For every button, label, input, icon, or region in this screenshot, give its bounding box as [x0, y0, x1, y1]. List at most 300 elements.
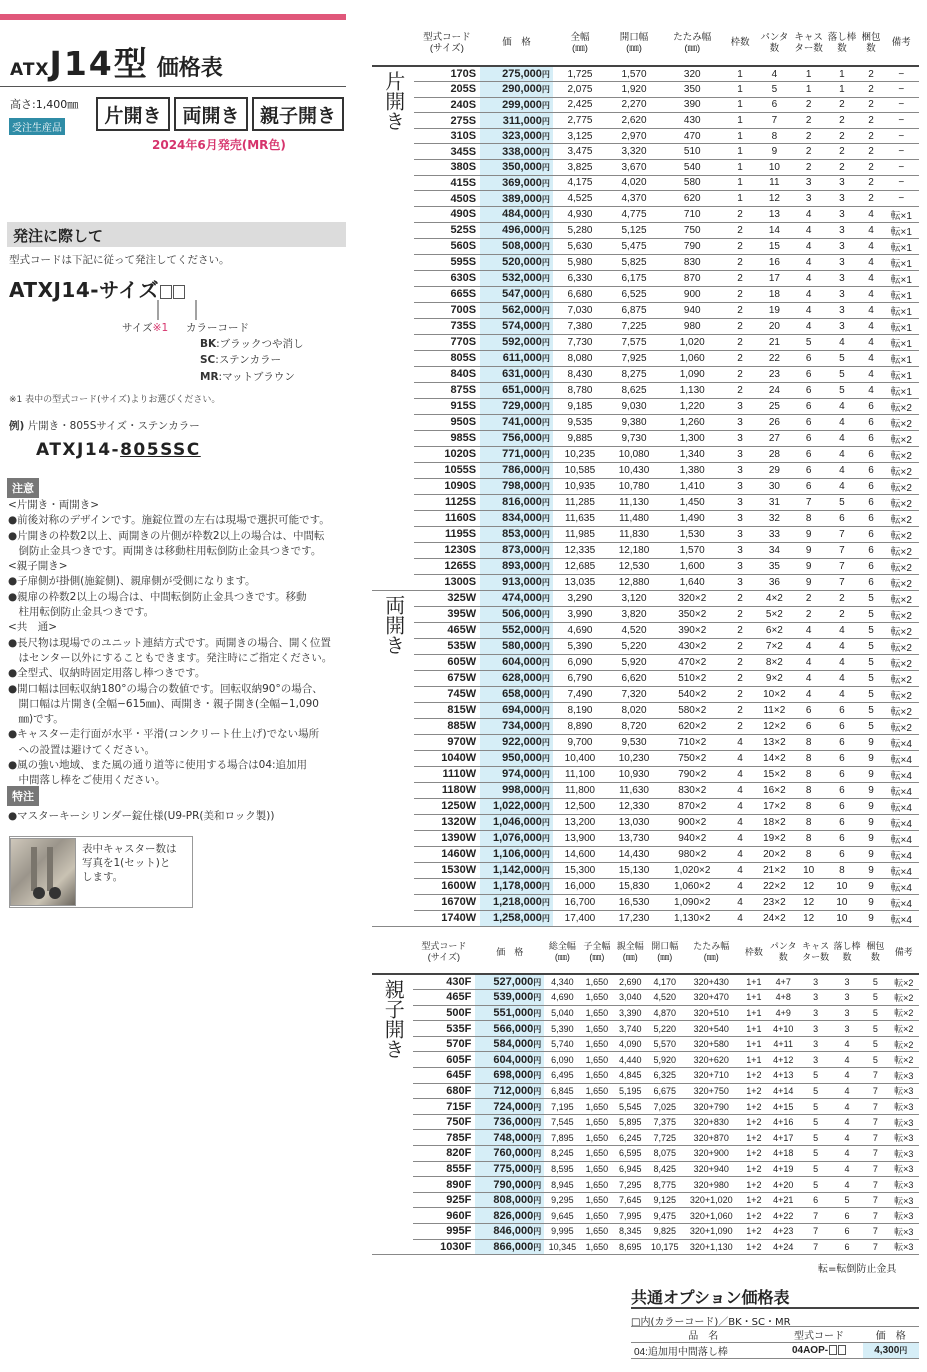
cell-value: 10,345: [548, 1241, 577, 1252]
table-cell: [553, 718, 607, 734]
cell-value: 870×2: [678, 800, 707, 812]
cell-value: 998,000: [502, 784, 542, 797]
cell-value: 1+2: [746, 1210, 762, 1221]
table-cell: [414, 238, 481, 254]
table-cell: [682, 1146, 741, 1162]
table-cell: [480, 622, 553, 638]
cell-value: 6,495: [551, 1070, 574, 1081]
table-cell: [757, 702, 792, 718]
table-cell: [792, 910, 825, 926]
currency-unit: 円: [541, 546, 550, 556]
table-cell: [475, 1052, 544, 1068]
table-cell: [480, 382, 553, 398]
cell-value: 1,920: [621, 83, 647, 95]
table-cell: [825, 734, 858, 750]
table-cell: [825, 606, 858, 622]
cell-value: 14,430: [618, 848, 650, 860]
cell-value: 1300S: [444, 576, 477, 589]
table-cell: [792, 862, 825, 878]
table-cell: [723, 798, 756, 814]
table-cell: [647, 1239, 681, 1255]
cell-value: 2: [737, 704, 743, 716]
cell-value: 735S: [450, 320, 477, 333]
cell-value: 484,000: [502, 208, 542, 221]
table-cell: [757, 97, 792, 113]
note-line: ●長尺物は現場でのユニット連結方式です。両開きの場合、開く位置: [8, 636, 331, 649]
table-cell: [741, 1036, 767, 1052]
cell-value: 転×2: [894, 977, 914, 988]
cell-value: 6: [805, 464, 812, 476]
table-cell: [859, 526, 884, 542]
table-cell: [767, 1146, 799, 1162]
table-cell: [859, 718, 884, 734]
cell-value: 転×3: [894, 1180, 914, 1191]
table-row: [372, 318, 919, 334]
table-cell: [553, 734, 607, 750]
cell-value: 8: [805, 512, 812, 524]
table-cell: [757, 686, 792, 702]
table-cell: [792, 670, 825, 686]
cell-value: 925F: [446, 1194, 472, 1207]
table-cell: [480, 686, 553, 702]
cell-value: 790: [683, 240, 701, 252]
table-cell: [767, 1099, 799, 1115]
cell-value: 3: [839, 288, 845, 300]
table-cell: [613, 1239, 647, 1255]
options-note: □内(カラーコード)／BK・SC・MR: [631, 1317, 791, 1328]
table-cell: [799, 1146, 831, 1162]
cell-value: 19: [768, 304, 780, 316]
table-cell: [553, 910, 607, 926]
table-cell: [413, 1036, 476, 1052]
cell-value: 3: [737, 448, 743, 460]
table-cell: [475, 1068, 544, 1084]
table-cell: [776, 1343, 863, 1359]
options-table: [631, 1326, 919, 1359]
cell-value: 5,740: [551, 1039, 574, 1050]
cell-value: 566,000: [493, 1022, 534, 1035]
table-cell: [480, 718, 553, 734]
cell-value: 712,000: [493, 1084, 534, 1097]
table-row: [372, 798, 919, 814]
cell-value: 1,650: [585, 1195, 609, 1206]
table-cell: [647, 1208, 681, 1224]
table-cell: [414, 128, 481, 144]
cell-value: 3: [844, 992, 850, 1003]
table-cell: [544, 1052, 580, 1068]
currency-unit: 円: [541, 818, 550, 828]
table-cell: [799, 974, 831, 990]
cell-value: 320+510: [693, 1007, 729, 1018]
table-row: [372, 1021, 919, 1037]
example-code: ATXJ14-805SSC: [36, 440, 201, 460]
cell-value: 7: [872, 1163, 878, 1174]
table-cell: [414, 144, 481, 160]
table-cell: [661, 878, 723, 894]
table-cell: [859, 144, 884, 160]
cell-value: 3: [737, 528, 743, 540]
table-cell: [480, 97, 553, 113]
table-cell: [607, 622, 661, 638]
cell-value: 680F: [446, 1084, 472, 1097]
table-cell: [480, 254, 553, 270]
cell-value: 9,475: [653, 1210, 676, 1221]
cell-value: 2,690: [619, 977, 642, 988]
cell-value: 3: [844, 1023, 850, 1034]
table-cell: [757, 66, 792, 82]
table-cell: [480, 574, 553, 590]
cell-value: 転×4: [890, 786, 912, 798]
table-cell: [553, 446, 607, 462]
cell-value: 1,130×2: [674, 912, 711, 924]
cell-value: 7,545: [551, 1117, 574, 1128]
table-cell: [682, 1083, 741, 1099]
table-cell: [607, 382, 661, 398]
table-cell: [414, 542, 481, 558]
cell-value: 915S: [450, 400, 477, 413]
currency-unit: 円: [533, 1040, 542, 1050]
cell-value: 5: [813, 1070, 819, 1081]
cell-value: 1+2: [746, 1163, 762, 1174]
table-cell: [607, 270, 661, 286]
header-cell: [372, 931, 413, 974]
table-cell: [862, 1161, 888, 1177]
cell-value: 2: [868, 130, 874, 142]
cell-value: 525S: [450, 224, 477, 237]
cell-value: 12: [803, 912, 815, 924]
currency-unit: 円: [541, 258, 550, 268]
cell-value: 1,022,000: [492, 800, 542, 813]
cell-value: 4: [737, 832, 743, 844]
table-cell: [480, 334, 553, 350]
table-cell: [832, 1161, 862, 1177]
table-cell: [553, 334, 607, 350]
table-cell: [792, 238, 825, 254]
table-cell: [799, 1005, 831, 1021]
table-cell: [825, 398, 858, 414]
table-row: [372, 766, 919, 782]
note-line: ●キャスター走行面が水平・平滑(コンクリート仕上げ)でない場所: [8, 728, 320, 741]
cell-value: 5×2: [765, 608, 783, 620]
table-cell: [480, 175, 553, 191]
cell-value: 5: [805, 336, 812, 348]
table-cell: [792, 82, 825, 98]
table-cell: [884, 766, 919, 782]
table-cell: [414, 398, 481, 414]
cell-value: 6: [844, 1226, 850, 1237]
cell-value: 34: [768, 544, 780, 556]
header-cell: キャス ター数: [799, 931, 831, 974]
cell-value: 3: [737, 496, 743, 508]
table-cell: [832, 1052, 862, 1068]
table-row: [372, 82, 919, 98]
cell-value: 320+900: [693, 1148, 729, 1159]
table-cell: [799, 1021, 831, 1037]
cell-value: 転×2: [894, 1024, 914, 1035]
table-cell: [682, 990, 741, 1006]
cell-value: 1,650: [585, 1241, 609, 1252]
table-cell: [414, 113, 481, 129]
table-cell: [859, 478, 884, 494]
table-cell: [792, 286, 825, 302]
table-cell: [884, 97, 919, 113]
table-cell: [723, 318, 756, 334]
cell-value: 320+830: [693, 1117, 729, 1128]
table-cell: [825, 478, 858, 494]
currency-unit: 円: [541, 690, 550, 700]
example-desc: 例) 片開き・805Sサイズ・ステンカラー: [9, 420, 200, 432]
note-line: ●風の強い地域、また風の通り道等に使用する場合は04:追加用: [8, 759, 308, 772]
table-cell: [757, 414, 792, 430]
cell-value: 4: [839, 432, 845, 444]
cell-value: 2,970: [621, 130, 647, 142]
currency-unit: 円: [541, 163, 550, 173]
table-row: [631, 1343, 919, 1359]
currency-unit: 円: [541, 674, 550, 684]
cell-value: 転×2: [890, 674, 912, 686]
cell-value: 510×2: [678, 672, 707, 684]
table-cell: [723, 750, 756, 766]
cell-value: 11,630: [619, 784, 649, 796]
table-cell: [825, 830, 858, 846]
table-cell: [757, 254, 792, 270]
table-cell: [792, 814, 825, 830]
header-cell: たたみ幅 (㎜): [661, 20, 723, 66]
table-cell: [607, 462, 661, 478]
table-cell: [825, 366, 858, 382]
table-cell: [792, 558, 825, 574]
table-cell: [581, 1083, 613, 1099]
cell-value: 32: [768, 512, 780, 524]
cell-value: 5: [868, 624, 874, 636]
cell-value: 8: [805, 800, 812, 812]
cell-value: 547,000: [502, 288, 542, 301]
table-row: [372, 622, 919, 638]
cell-value: 11,480: [619, 512, 649, 524]
table-cell: [413, 1224, 476, 1240]
cell-value: 4: [805, 224, 812, 236]
cell-value: 430×2: [678, 640, 707, 652]
table-cell: [682, 1068, 741, 1084]
cell-value: 12: [803, 880, 815, 892]
table-cell: [414, 160, 481, 176]
table-cell: [581, 1099, 613, 1115]
table-cell: [607, 574, 661, 590]
table-cell: [413, 1130, 476, 1146]
table-cell: [884, 206, 919, 222]
cell-value: 4,370: [621, 193, 647, 205]
cell-value: 1,142,000: [492, 864, 542, 877]
header-cell: 備考: [884, 20, 919, 66]
table-cell: [414, 654, 481, 670]
cell-value: 5,220: [653, 1023, 676, 1034]
cell-value: 9,700: [567, 736, 593, 748]
table-cell: [884, 144, 919, 160]
table-row: [372, 990, 919, 1006]
table-cell: [661, 558, 723, 574]
cell-value: 350×2: [678, 608, 707, 620]
table-cell: [607, 814, 661, 830]
table-cell: [647, 1161, 681, 1177]
table-cell: [792, 175, 825, 191]
table-cell: [859, 350, 884, 366]
table-cell: [741, 990, 767, 1006]
table-cell: [884, 128, 919, 144]
table-cell: [757, 910, 792, 926]
table-cell: [553, 206, 607, 222]
table-row: [372, 286, 919, 302]
cell-value: 7,895: [551, 1132, 574, 1143]
header-cell: 型式コード (サイズ): [414, 20, 481, 66]
cell-value: 1: [839, 68, 845, 80]
table-cell: [553, 318, 607, 334]
table-cell: [647, 974, 681, 990]
cell-value: 604,000: [493, 1053, 534, 1066]
cell-value: 2: [868, 177, 874, 189]
table-cell: [723, 66, 756, 82]
cell-value: 転×2: [890, 722, 912, 734]
table-cell: [661, 144, 723, 160]
cell-value: 転×3: [894, 1164, 914, 1175]
cell-value: 2: [805, 115, 812, 127]
cell-value: 900×2: [678, 816, 707, 828]
cell-value: 4+10: [773, 1023, 794, 1034]
cell-value: 転×3: [894, 1211, 914, 1222]
cell-value: 転×2: [890, 706, 912, 718]
cell-value: 6: [868, 544, 874, 556]
cell-value: 4: [868, 208, 874, 220]
header-cell: 型式コード: [776, 1327, 863, 1343]
cell-value: 転×4: [890, 738, 912, 750]
cell-value: 2: [737, 384, 743, 396]
table-cell: [884, 222, 919, 238]
cell-value: 5: [872, 1023, 878, 1034]
table-cell: [682, 1161, 741, 1177]
cell-value: 580,000: [502, 640, 542, 653]
table-cell: [414, 782, 481, 798]
table-cell: [480, 846, 553, 862]
cell-value: 転×1: [890, 354, 912, 366]
cell-value: 320+620: [693, 1054, 729, 1065]
currency-unit: 円: [541, 530, 550, 540]
cell-value: 6,175: [621, 272, 647, 284]
table-cell: [825, 462, 858, 478]
cell-value: 7,195: [551, 1101, 574, 1112]
currency-unit: 円: [533, 1118, 542, 1128]
cell-value: 7,725: [653, 1132, 676, 1143]
cell-value: 4: [805, 656, 812, 668]
cell-value: 4+20: [773, 1179, 794, 1190]
table-cell: [475, 1161, 544, 1177]
cell-value: 980: [683, 320, 701, 332]
table-cell: [792, 270, 825, 286]
cell-value: 855F: [446, 1162, 472, 1175]
table-cell: [414, 302, 481, 318]
header-cell: 品 名: [631, 1327, 776, 1343]
table-cell: [661, 286, 723, 302]
cell-value: 6: [844, 1210, 850, 1221]
cell-value: 転×2: [894, 1039, 914, 1050]
table-cell: [613, 974, 647, 990]
cell-value: 転×2: [890, 434, 912, 446]
table-cell: [832, 1083, 862, 1099]
table-cell: [792, 590, 825, 606]
cell-value: −: [898, 115, 905, 127]
table-cell: [859, 558, 884, 574]
currency-unit: 円: [533, 1227, 542, 1237]
cell-value: 転×2: [890, 626, 912, 638]
table-cell: [767, 1192, 799, 1208]
cell-value: 8: [805, 752, 812, 764]
cell-value: 592,000: [502, 336, 542, 349]
cell-value: 320+940: [693, 1163, 729, 1174]
cell-value: 25: [768, 400, 780, 412]
header-cell: 開口幅 (㎜): [647, 931, 681, 974]
table-cell: [607, 862, 661, 878]
cell-value: 10,175: [650, 1241, 679, 1252]
table-cell: [480, 318, 553, 334]
table-cell: [475, 974, 544, 990]
table-cell: [792, 191, 825, 207]
cell-value: 2: [737, 656, 743, 668]
table-cell: [475, 1146, 544, 1162]
table-cell: [889, 1005, 919, 1021]
cell-value: 8,430: [567, 368, 593, 380]
cell-value: 8: [805, 784, 812, 796]
cell-value: 4+23: [773, 1226, 794, 1237]
cell-value: 741,000: [502, 416, 542, 429]
cell-value: 9: [868, 752, 874, 764]
cell-value: 1+2: [746, 1241, 762, 1252]
cell-value: 4: [868, 368, 874, 380]
cell-value: 465W: [447, 624, 477, 637]
cell-value: 転×2: [890, 530, 912, 542]
table-cell: [832, 1021, 862, 1037]
cell-value: 4: [868, 272, 874, 284]
table-cell: [413, 1239, 476, 1255]
cell-value: 8,780: [567, 384, 593, 396]
table-cell: [682, 974, 741, 990]
cell-value: 2: [737, 288, 743, 300]
table-cell: [480, 398, 553, 414]
table-cell: [613, 1146, 647, 1162]
table-cell: [723, 830, 756, 846]
table-cell: [607, 750, 661, 766]
cell-value: 6,330: [567, 272, 593, 284]
cell-value: 04:追加用中間落し棒: [634, 1347, 728, 1358]
table-cell: [884, 350, 919, 366]
cell-value: 7: [839, 528, 845, 540]
cell-value: 7,320: [621, 688, 647, 700]
table-cell: [832, 1005, 862, 1021]
cell-value: 2: [868, 146, 874, 158]
table-cell: [613, 1208, 647, 1224]
table-cell: [475, 1021, 544, 1037]
cell-value: 転×2: [890, 402, 912, 414]
cell-value: 2,075: [567, 83, 593, 95]
cell-value: 9: [868, 768, 874, 780]
table-row: [372, 654, 919, 670]
cell-value: 1: [839, 83, 845, 95]
table-cell: [581, 1146, 613, 1162]
table-cell: [859, 862, 884, 878]
table-cell: [682, 1021, 741, 1037]
cell-value: 6: [868, 496, 874, 508]
cell-value: 1740W: [441, 912, 477, 925]
cell-value: 846,000: [493, 1225, 534, 1238]
cell-value: 2: [805, 99, 812, 111]
header-cell: 落し棒 数: [832, 931, 862, 974]
